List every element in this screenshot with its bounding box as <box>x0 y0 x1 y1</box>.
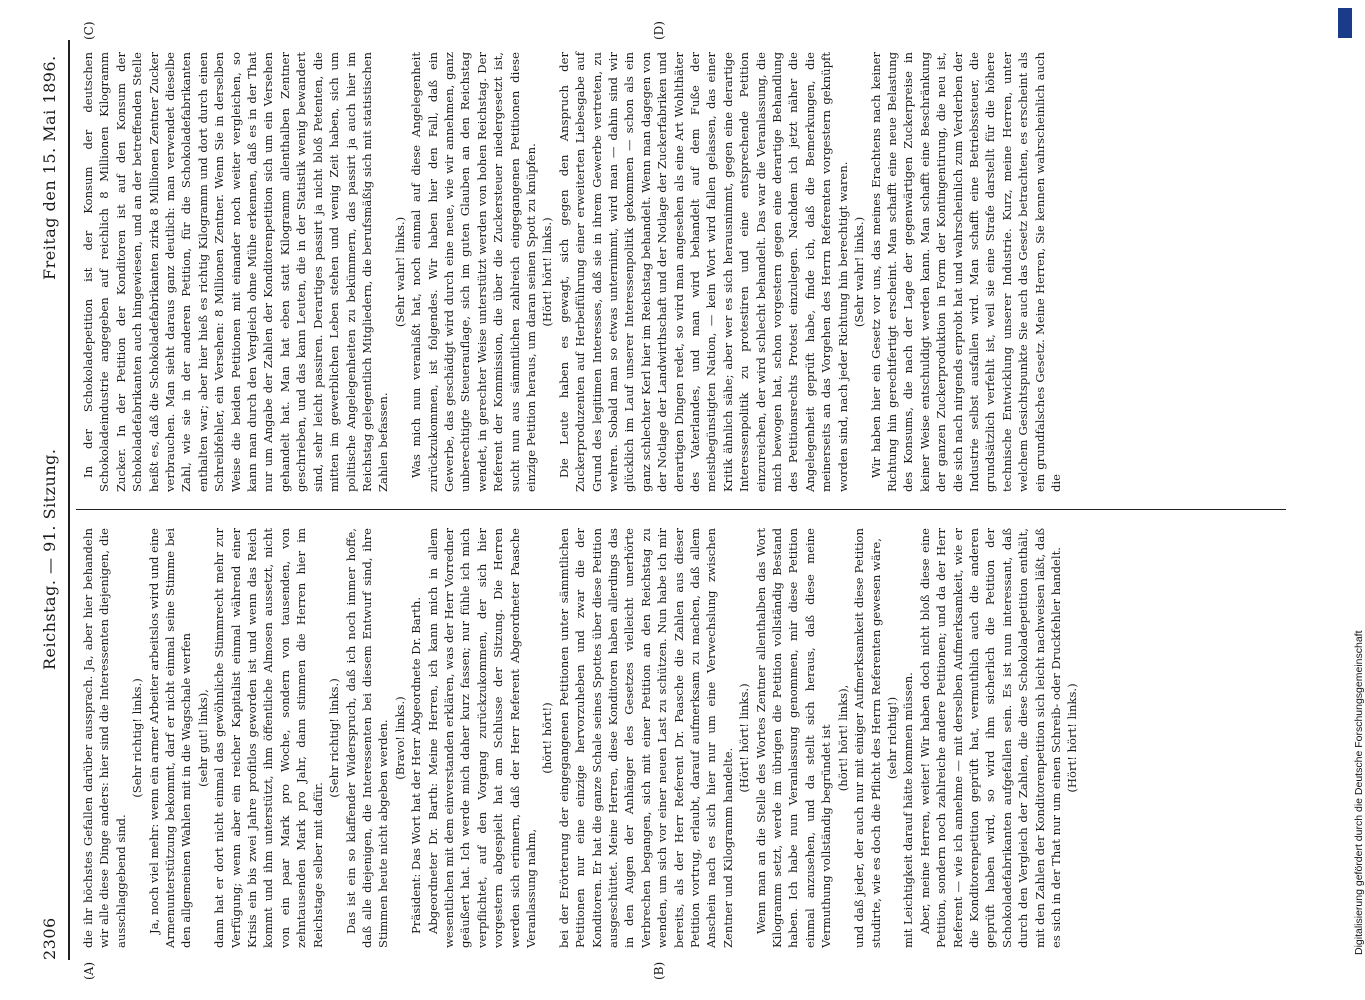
interjection: (Sehr wahr! links.) <box>392 216 407 328</box>
paragraph: Das ist ein so klaffender Widerspruch, daß ich noch immer hoffe, daß alle diejenigen, die Interessenten bei diesem Entwurf sind, ihre Stimmen heute nicht abgeben werden. <box>343 528 391 948</box>
text-column-left <box>80 528 1081 948</box>
dfg-logo-text: DFG <box>1351 17 1361 36</box>
margin-marker-c: (C) <box>82 21 96 40</box>
interjection: (Hört! hört! links.) <box>540 217 555 327</box>
paragraph: bei der Erörterung der eingegangenen Petitionen unter sämmtlichen Petitionen nur eine einzige hervorzuheben und zwar die der Konditoren. Er hat die ganze Schale seines Spottes über diese Petition ausgeschüttet. Meine Herren, diese Konditoren haben allerdings das in den Augen der Anhänger des Gesetzes vielleicht unerhörte Verbrechen begangen, sich mit einer Petition an den Reichstag zu wenden, um sich vor einer neuen Last zu schützen. Nun habe ich mir bereits, als der Herr Referent Dr. Paasche die Zahlen aus dieser Petition vortrug, erlaubt, darauf aufmerksam zu machen, daß allem Anschein nach es sich hier nur um eine Verwechslung zwischen Zentner und Kilogramm handelte. <box>556 528 735 948</box>
paragraph: Abgeordneter Dr. Barth: Meine Herren, ich kann mich in allem wesentlichen mit dem einverstanden erklären, was der Herr Vorredner geäußert hat. Ich werde mich daher kurz fassen; nur fühle ich mich verpflichtet, auf den Vorgang zurückzukommen, der sich hier vorgestern abgespielt hat am Schlusse der Sitzung. Die Herren werden sich erinnern, daß der Herr Referent Abgeordneter Paasche Veranlassung nahm, <box>425 528 538 948</box>
paragraph: In der Schokoladepetition ist der Konsum der deutschen Schokoladeindustrie angegeben auf reichlich 8 Millionen Kilogramm Zucker. In der Petition der Konditoren ist auf den Konsum der Schokoladefabrikanten auch hingewiesen, und an der betreffenden Stelle heißt es, daß die Schokoladefabrikanten zirka 8 Millionen Zentner Zucker verbrauchen. Man sieht daraus ganz deutlich: man verwendet dieselbe Zahl, wie sie in der anderen Petition, für die Schokoladefabrikanten enthalten war; aber hier hieß es richtig Kilogramm und dort durch einen Schreibfehler, ein Versehen: 8 Millionen Zentner. Wenn Sie in derselben Weise die beiden Petitionen mit einander noch weiter vergleichen, so kann man durch den Vergleich ohne Mühe erkennen, daß es in der That nur um Angabe der Zahlen der Konditorenpetition sich um ein Versehen gehandelt hat. Man hat eben statt Kilogramm allenthalben Zentner geschrieben, und das kann Leuten, die in der Statistik wenig bewandert sind, sehr leicht passiren. Derartiges passirt ja nicht bloß Petenten, die mitten im gewerblichen Leben stehen und wenig Zeit haben, sich um politische Angelegenheiten zu bekümmern, das passirt ja auch hier im Reichstag gelegentlich Mitgliedern, die berufsmäßig sich mit statistischen Zahlen befassen. <box>81 52 391 492</box>
interjection: (sehr richtig!) <box>884 696 899 780</box>
paragraph: und daß jeder, der auch nur mit einiger Aufmerksamkeit diese Petition studirte, wie es doch die Pflicht des Herrn Referenten gewesen wäre, <box>852 528 883 948</box>
paragraph: Die Leute haben es gewagt, sich gegen den Anspruch der Zuckerproduzenten auf Herbeiführung einer erweiterten Liebesgabe auf Grund des legitimen Interesses, daß sie in ihrem Gewerbe vertreten, zu wehren. Sobald man so etwas unternimmt, wird man — dahin sind wir glücklich im Lauf unserer Interessenpolitik gekommen — schon als ein ganz schlechter Kerl hier im Reichstag behandelt. Wenn man dagegen von der Notlage der Landwirthschaft und der Notlage der Zuckerfabriken und derartigen Dingen redet, so wird man angesehen als eine Art Wohlthäter des Vaterlandes, und man wird behandelt auf dem Fuße der meistbegünstigten Nation, — kein Wort wird fallen gelassen, das einer Kritik ähnlich sähe; aber wer es sich herausnimmt, gegen eine derartige Interessenpolitik zu protestiren und eine entsprechende Petition einzureichen, der wird schlecht behandelt. Das war die Veranlassung, die mich bewogen hat, schon vorgestern gegen eine derartige Behandlung des Petitionsrechts Protest einzulegen. Nachdem ich jetzt näher die Angelegenheit geprüft habe, finde ich, daß die Bemerkungen, die meinerseits an das Vorgehen des Herrn Referenten vorgestern geknüpft worden sind, nach jeder Richtung hin berechtigt waren. <box>556 52 850 492</box>
digitization-credit: Digitalisierung gefördert durch die Deutsche Forschungsgemeinschaft <box>1353 630 1365 955</box>
session-date: Freitag den 15. Mai 1896. <box>40 55 59 280</box>
paragraph: die ihr höchstes Gefallen darüber aussprach. Ja, aber hier behandeln wir alle diese Dinge anders: hier sind die Interessenten diejenigen, die ausschlaggebend sind. <box>81 528 128 948</box>
interjection: (Hört! hört! links.) <box>1065 683 1080 793</box>
margin-marker-d: (D) <box>652 21 666 40</box>
interjection: (Sehr wahr! links.) <box>852 216 867 328</box>
paragraph: Ja, noch viel mehr: wenn ein armer Arbeiter arbeitslos wird und eine Armenunterstützung bekommt, darf er nicht einmal seine Stimme bei den allgemeinen Wahlen mit in die Wagschale werfen <box>146 528 194 948</box>
paragraph: Was mich nun veranlaßt hat, noch einmal auf diese Angelegenheit zurückzukommen, ist folgendes. Wir haben hier den Fall, daß ein Gewerbe, das geschädigt wird durch eine neue, wie wir annehmen, ganz unberechtigte Steuerauflage, sich im guten Glauben an den Reichstag wendet, in gerechter Weise unterstützt werden von hohen Reichstag. Der Referent der Kommission, die über die Zuckersteuer niedergesetzt ist, sucht nun aus sämmtlichen zahlreich eingegangenen Petitionen diese einzige Petition heraus, um daran seinen Spott zu knüpfen. <box>409 52 538 492</box>
column-divider <box>76 509 1286 510</box>
paragraph: Präsident: Das Wort hat der Herr Abgeordnete Dr. Barth. <box>409 597 424 934</box>
interjection: (sehr gut! links), <box>195 689 210 787</box>
margin-marker-b: (B) <box>652 961 666 980</box>
session-title: Reichstag. — 91. Sitzung. <box>40 448 59 670</box>
header-rule <box>68 40 70 960</box>
paragraph: Wenn man an die Stelle des Wortes Zentner allenthalben das Wort Kilogramm setzt, werde im übrigen die Petition vollständig Bestand haben. Ich habe nun Veranlassung genommen, mir diese Petition einmal anzusehen, und da stellt sich heraus, daß diese meine Vermuthung vollständig begründet ist <box>753 528 834 948</box>
interjection: (Hört! hört! links.) <box>737 683 752 793</box>
paragraph: mit Leichtigkeit darauf hätte kommen müssen. <box>901 672 916 948</box>
interjection: (Sehr richtig! links.) <box>327 678 342 798</box>
interjection: (hört! hört! links), <box>835 684 850 792</box>
paragraph: Aber, meine Herren, weiter! Wir haben doch nicht bloß diese eine Petition, sondern noch zahlreiche andere Petitionen; und da der Herr Referent — wie ich annehme — mit derselben Aufmerksamkeit, wie er die Konditorenpetition geprüft hat, vermuthlich auch die anderen geprüft haben wird, so wird ihm sicherlich die Petition der Schokoladefabrikanten aufgefallen sein. Es ist nun interessant, daß durch den Vergleich der Zahlen, die diese Schokoladepetition enthält, mit den Zahlen der Konditorenpetition sich leicht nachweisen läßt, daß es sich in der That nur um einen Schreib- oder Druckfehler handelt. <box>917 528 1063 948</box>
paragraph: dann hat er dort nicht einmal das gewöhnliche Stimmrecht mehr zur Verfügung; wenn aber ein reicher Kapitalist einmal während einer Krisis ein bis zwei Jahre profitlos geworden ist und wenn das Reich kommt und ihm unterstützt, ihm öffentliche Almosen aussetzt, nicht von ein paar Mark pro Woche, sondern von tausenden, von zehntausenden Mark pro Jahr, dann stimmen die Herren hier im Reichstage selber mit dafür. <box>212 528 325 948</box>
interjection: (Bravo! links.) <box>392 696 407 780</box>
text-column-right <box>80 52 1064 492</box>
margin-marker-a: (A) <box>82 961 96 980</box>
interjection: (hört! hört!) <box>540 702 555 774</box>
page-number: 2306 <box>40 917 59 960</box>
paragraph: Wir haben hier ein Gesetz vor uns, das meines Erachtens nach keiner Richtung hin gerechtfertigt erscheint. Man schafft eine neue Belastung des Konsums, die nach der Lage der gegenwärtigen Zuckerpreise in keiner Weise entschuldigt werden kann. Man schafft eine Beschränkung der ganzen Zuckerproduktion in Form der Kontingentirung, die neu ist, die sich nach nirgends erprobt hat und wahrscheinlich zum Verderben der Industrie selbst ausfallen wird. Man schafft eine Betriebssteuer, die grundsätzlich verfehlt ist, weil sie eine Strafe darstellt für die höhere technische Entwicklung unserer Industrie. Kurz, meine Herren, unter welchem Gesichtspunkte Sie auch das Gesetz betrachten, es erscheint als ein grundfalsches Gesetz. Meine Herren, Sie kennen wahrscheinlich auch die <box>868 52 1063 492</box>
interjection: (Sehr richtig! links.) <box>130 678 145 798</box>
dfg-logo <box>1338 8 1352 38</box>
